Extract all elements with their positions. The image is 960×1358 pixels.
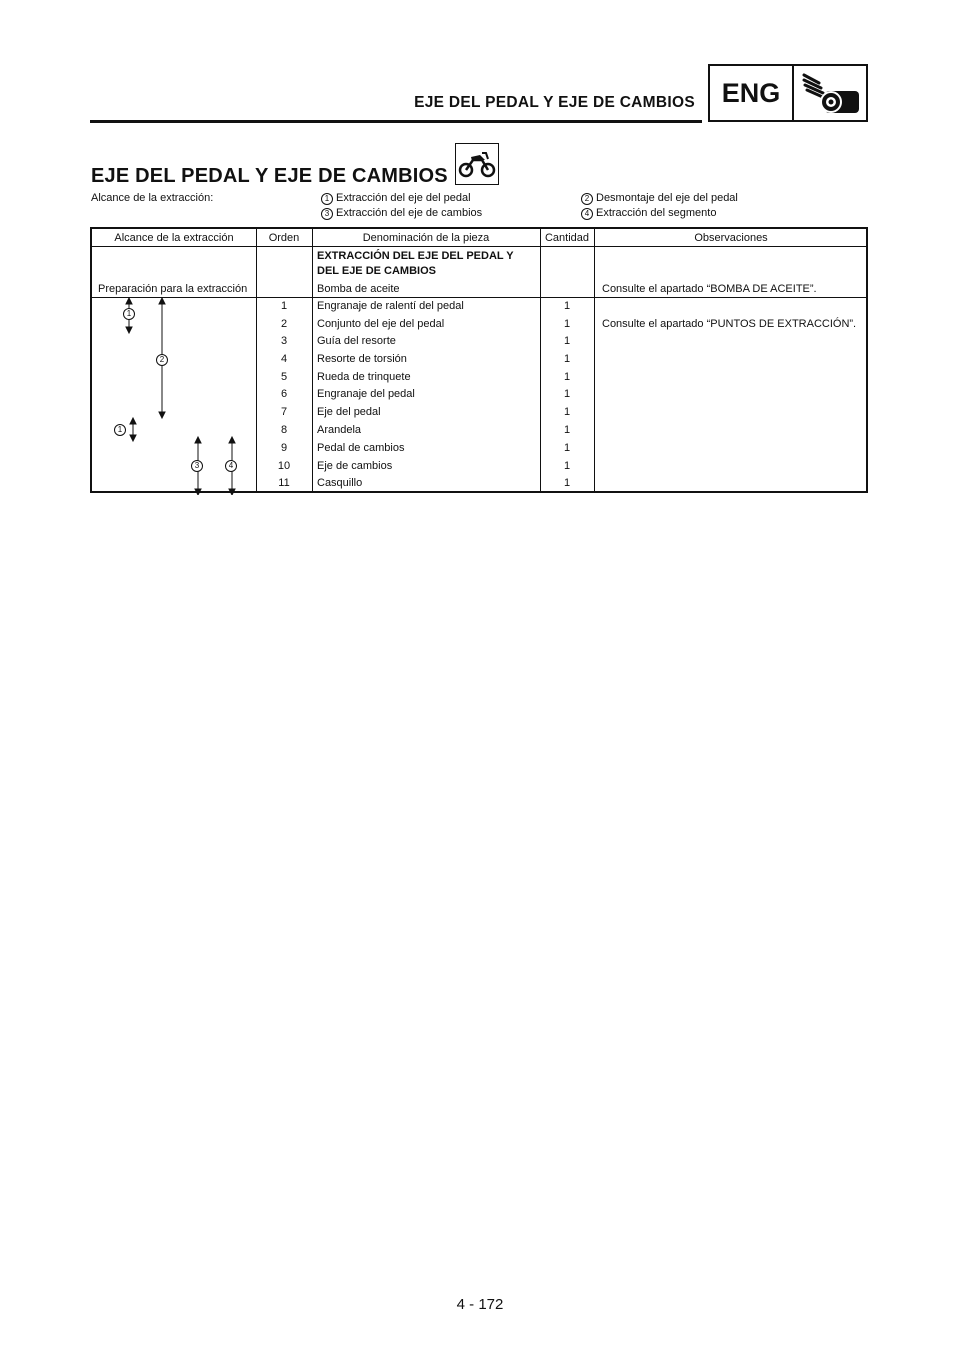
row-qty: 1 [563,442,571,454]
row-qty: 1 [563,477,571,489]
row-order: 9 [280,442,288,454]
scope-item-1 [321,191,471,207]
scope-marker: 1 [123,308,135,320]
engine-piston-icon [794,66,866,120]
row-order: 5 [280,371,288,383]
scope-text: Desmontaje del eje del pedal [596,192,738,204]
row-part: Guía del resorte [317,335,396,347]
scope-number: 2 [581,193,593,205]
scope-item-4 [581,206,716,222]
row-order: 1 [280,300,288,312]
scope-marker: 1 [114,424,126,436]
column-header-quantity: Cantidad [544,232,590,244]
row-part: Engranaje del pedal [317,388,415,400]
page-title: EJE DEL PEDAL Y EJE DE CAMBIOS [91,165,448,187]
header-section-title: EJE DEL PEDAL Y EJE DE CAMBIOS [414,94,695,111]
row-part: Arandela [317,424,362,436]
scope-marker: 2 [156,354,168,366]
scope-number: 3 [321,208,333,220]
section-heading-line-1: EXTRACCIÓN DEL EJE DEL PEDAL Y [317,250,514,262]
scope-text: Extracción del eje del pedal [336,192,471,204]
row-qty: 1 [563,460,571,472]
row-part: Conjunto del eje del pedal [317,318,445,330]
row-qty: 1 [563,335,571,347]
column-header-notes: Observaciones [694,232,768,244]
scope-marker: 4 [225,460,237,472]
motorcycle-icon [455,143,499,185]
scope-bracket-arrows [92,229,256,495]
scope-label: Alcance de la extracción: [91,192,214,204]
row-qty: 1 [563,388,571,400]
row-order: 8 [280,424,288,436]
scope-text: Extracción del eje de cambios [336,207,483,219]
row-part: Eje de cambios [317,460,393,472]
row-part: Pedal de cambios [317,442,405,454]
row-qty: 1 [563,318,571,330]
row-order: 3 [280,335,288,347]
row-order: 10 [277,460,291,472]
eng-badge-label: ENG [710,66,794,120]
scope-marker: 3 [191,460,203,472]
row-note: Consulte el apartado “PUNTOS DE EXTRACCIÓN”. [602,318,857,330]
prep-scope: Preparación para la extracción [98,283,248,295]
column-header-order: Orden [268,232,300,244]
scope-text: Extracción del segmento [596,207,717,219]
scope-item-3 [321,206,482,222]
row-qty: 1 [563,353,571,365]
eng-badge [708,64,868,122]
header-rule [90,120,702,123]
row-order: 4 [280,353,288,365]
row-qty: 1 [563,406,571,418]
prep-note: Consulte el apartado “BOMBA DE ACEITE”. [602,283,817,295]
row-order: 7 [280,406,288,418]
row-part: Engranaje de ralentí del pedal [317,300,464,312]
page-number: 4 - 172 [456,1296,504,1313]
row-part: Eje del pedal [317,406,381,418]
prep-part: Bomba de aceite [317,283,400,295]
column-header-part: Denominación de la pieza [362,232,490,244]
column-header-scope: Alcance de la extracción [114,232,234,244]
section-heading-line-2: DEL EJE DE CAMBIOS [317,265,436,277]
scope-item-2 [581,191,738,207]
row-part: Casquillo [317,477,363,489]
row-order: 6 [280,388,288,400]
row-order: 11 [278,477,290,489]
row-part: Resorte de torsión [317,353,407,365]
disassembly-table [90,227,868,493]
row-part: Rueda de trinquete [317,371,411,383]
row-order: 2 [280,318,288,330]
scope-number: 4 [581,208,593,220]
table-column-rule [594,229,595,491]
row-qty: 1 [563,371,571,383]
table-column-rule [312,229,313,491]
row-qty: 1 [563,424,571,436]
row-qty: 1 [563,300,571,312]
scope-number: 1 [321,193,333,205]
